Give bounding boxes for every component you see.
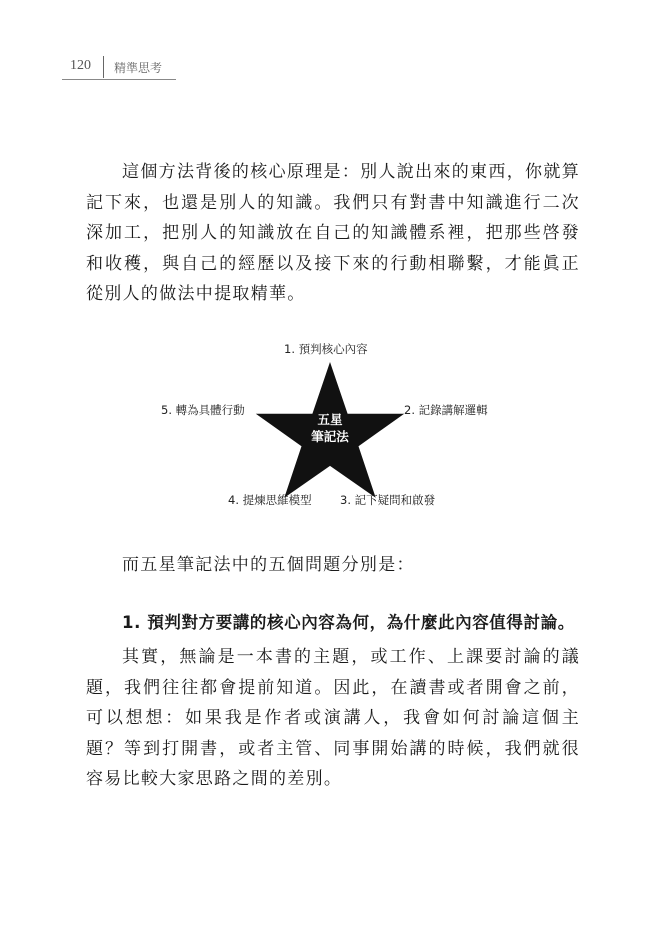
diagram-label-2: 2. 記錄講解邏輯: [404, 403, 488, 417]
center-title-line-1: 五星: [317, 412, 343, 427]
diagram-label-5: 5. 轉為具體行動: [161, 403, 245, 417]
five-star-diagram: [150, 335, 510, 515]
center-title-line-2: 筆記法: [311, 429, 349, 444]
diagram-center-title: [300, 411, 360, 445]
chapter-title: 精準思考: [114, 61, 163, 75]
body-paragraph-principle: 這個方法背後的核心原理是：別人說出來的東西，你就算記下來，也還是別人的知識。我們只有對書中知識進行二次深加工，把別人的知識放在自己的知識體系裡，把那些啓發和收穫，與自己的經歷以及接下來的行動相聯繫，才能眞正從別人的做法中提取精華。: [86, 162, 580, 304]
body-paragraph-intro: 而五星筆記法中的五個問題分別是：: [122, 555, 415, 575]
header-divider: [103, 56, 104, 78]
diagram-label-4: 4. 提煉思維模型: [228, 493, 312, 507]
body-paragraph-explanation: 其實，無論是一本書的主題，或工作、上課要討論的議題，我們往往都會提前知道。因此，在讀書或者開會之前，可以想想：如果我是作者或演講人，我會如何討論這個主題？等到打開書，或者主管、同事開始講的時候，我們就很容易比較大家思路之間的差別。: [86, 647, 580, 789]
page-number: 120: [70, 58, 91, 73]
running-header: [62, 56, 176, 82]
diagram-label-1: 1. 預判核心內容: [284, 342, 368, 356]
header-rule: [62, 79, 176, 80]
section-heading: 1. 預判對方要講的核心內容為何，為什麼此內容值得討論。: [122, 613, 575, 632]
diagram-label-3: 3. 記下疑問和啟發: [340, 493, 436, 507]
